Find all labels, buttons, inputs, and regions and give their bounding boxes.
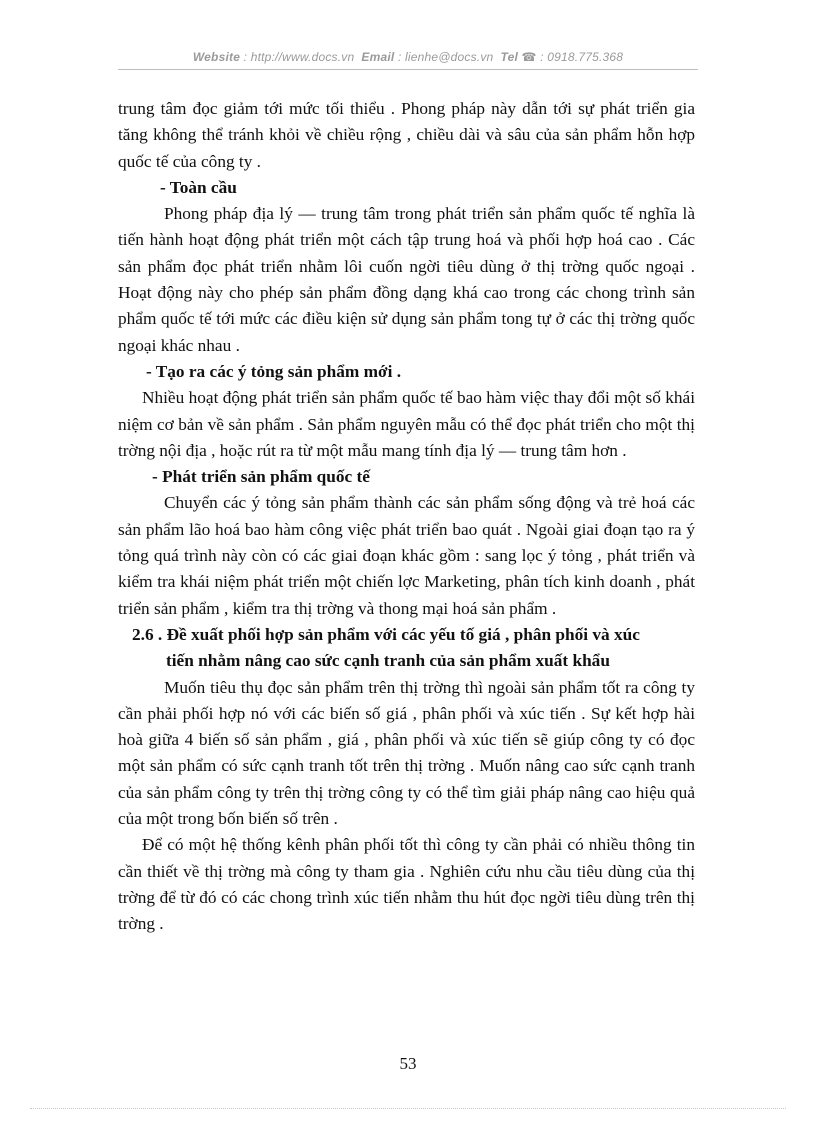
paragraph-5: Muốn tiêu thụ đọc sản phẩm trên thị trờng thì ngoài sản phẩm tốt ra công ty cần phải phối hợp nó với các biến số giá , phân phối và xúc tiến . Sự kết hợp hài hoà giữa 4 biến số sản phẩm , giá , phân phối và xúc tiến sẽ giúp công ty có đọc một sản phẩm có sức cạnh tranh tốt trên thị trờng . Muốn nâng cao sức cạnh tranh của sản phẩm công ty trên thị trờng công ty có thể tìm giải pháp nâng cao hiệu quả của một trong bốn biến số trên . (118, 677, 695, 829)
section-heading-line-1: 2.6 . Đề xuất phối hợp sản phẩm với các yếu tố giá , phân phối và xúc (132, 624, 640, 644)
email-label: Email (361, 50, 395, 64)
header-divider (118, 69, 698, 70)
email-value: : lienhe@docs.vn (397, 50, 494, 64)
website-value: : http://www.docs.vn (243, 50, 355, 64)
paragraph-3: Nhiều hoạt động phát triển sản phẩm quốc tế bao hàm việc thay đổi một số khái niệm cơ bản về sản phẩm . Sản phẩm nguyên mẫu có thể đọc phát triển cho một thị trờng nội địa , hoặc rút ra từ một mẫu mang tính địa lý — trung tâm hơn . (118, 388, 695, 460)
page-number: 53 (399, 1054, 417, 1073)
heading-tao-y-tuong: - Tạo ra các ý tỏng sản phẩm mới . (146, 361, 402, 381)
tel-label: Tel (500, 50, 518, 64)
paragraph-6: Để có một hệ thống kênh phân phối tốt thì công ty cần phải có nhiều thông tin cần thiết về thị trờng mà công ty tham gia . Nghiên cứu nhu cầu tiêu dùng của thị trờng để từ đó có các chong trình xúc tiến nhằm thu hút đọc ngời tiêu dùng trên thị trờng . (118, 835, 695, 934)
paragraph-4: Chuyển các ý tỏng sản phẩm thành các sản phẩm sống động và trẻ hoá các sản phẩm lão hoá bao hàm công việc phát triển bao quát . Ngoài giai đoạn tạo ra ý tỏng quá trình này còn có các giai đoạn khác gồm : sang lọc ý tỏng , phát triển và kiểm tra khái niệm phát triển một chiến lợc Marketing, phân tích kinh doanh , phát triển sản phẩm , kiểm tra thị trờng và thong mại hoá sản phẩm . (118, 493, 695, 618)
tel-value: ☎ : 0918.775.368 (521, 50, 624, 64)
heading-toan-cau: - Toàn cầu (160, 177, 237, 197)
footer-divider (30, 1108, 786, 1109)
heading-phat-trien-san-pham: - Phát triển sản phẩm quốc tế (152, 467, 370, 487)
website-label: Website (192, 50, 241, 64)
paragraph-1: trung tâm đọc giảm tới mức tối thiểu . Phong pháp này dẫn tới sự phát triển gia tăng không thể tránh khỏi về chiều rộng , chiều dài và sâu của sản phẩm hỗn hợp quốc tế của công ty . (118, 99, 695, 171)
document-body (118, 96, 695, 938)
paragraph-2: Phong pháp địa lý — trung tâm trong phát triển sản phẩm quốc tế nghĩa là tiến hành hoạt động phát triển một cách tập trung hoá và phối hợp hoá cao . Các sản phẩm đọc phát triển nhằm lôi cuốn ngời tiêu dùng ở thị trờng quốc ngoại . Hoạt động này cho phép sản phẩm đồng dạng khá cao trong các chong trình sản phẩm quốc tế tới mức các điều kiện sử dụng sản phẩm tong tự ở các thị trờng quốc ngoại khác nhau . (118, 204, 695, 355)
page-header (118, 50, 698, 64)
section-heading-line-2: tiến nhằm nâng cao sức cạnh tranh của sản phẩm xuất khẩu (166, 651, 610, 671)
